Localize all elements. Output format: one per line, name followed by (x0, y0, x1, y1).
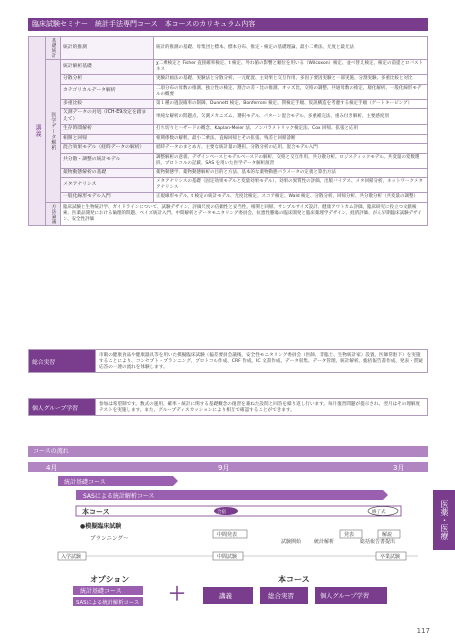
table-row (29, 109, 428, 125)
table-row (29, 37, 428, 60)
sas-course-label: SASによる統計解析コース (83, 493, 155, 500)
option-title: オプション (90, 575, 130, 584)
row-desc: 薬物動態学、薬物動態解析の目的と方法、基本的な薬物動態パラメータの定義と算出方法 (154, 168, 428, 177)
row-desc: 相関係数の解釈、最小二乗法、直線回帰とその拡張、残差と回帰診断 (154, 134, 428, 143)
main-title: 本コース (278, 575, 310, 584)
table-row (29, 153, 428, 168)
finish-label: 修了式 (372, 510, 386, 515)
entrance-label: 入学試験 (61, 554, 82, 560)
table-row (29, 84, 428, 99)
row-name: 統計解析基礎 (61, 60, 154, 75)
row-desc: 単純な解析の問題点、欠測メカニズム、選択モデル、パターン混合モデル、多重補完法、重み付き解析、主要感度別 (154, 109, 428, 125)
grad-exam-label: 卒業試験 (380, 554, 401, 560)
mock-trial-label: ●模擬臨床試験 (80, 523, 122, 530)
row-desc: 二項分布の母数の推測、独立性の検定、割合の差・比の推測、オッズ比、交絡の調整、共通母数の推定、層化解析、一般化線形モデルの概要 (154, 84, 428, 99)
plus-sign: ＋ (168, 584, 186, 605)
row-name: 統計的推測 (61, 37, 154, 60)
row-name: 混合効果モデル（経時データの解析） (61, 144, 154, 153)
month-sep: 9月 (218, 464, 230, 472)
present-label: 発表 (344, 532, 355, 538)
row-name: カテゴリカルデータ解析 (61, 84, 154, 99)
row-name: 相関と回帰 (61, 134, 154, 143)
page-number: 117 (416, 627, 430, 635)
trial-start-label: 試験開始 (281, 539, 302, 545)
mid-exam-label: 中間試験 (217, 554, 238, 560)
main-course-bar (76, 506, 401, 516)
category-medical: 医学データ解析 (46, 60, 61, 203)
table-row (29, 99, 428, 108)
row-desc: χ二乗検定と Fisher 直接確率検定、t 検定、外れ値の影響と順位を用いる（Wilcoxon）検定、並べ替え検定、検定の前提とロバストネス (154, 60, 428, 75)
group-label: 個人グループ学習 (29, 399, 96, 416)
practice-label: 総合実習 (29, 350, 96, 373)
row-name: 生存時間解析 (61, 125, 154, 134)
row-desc: 調整解析の意義、デザインベースとモデルベースドの解析、交絡と交互作用、共分散分析、ロジスティックモデル、共変量の変数選択、プロトコルの記載、SAS を用いた医学データ解析演習 (154, 153, 428, 168)
row-desc: 実験計画法の基礎、実験法と分散分析、一元配置、主効果と交互作用、多因子要因実験と一部実施、分割実験、多重比較と対比 (154, 75, 428, 84)
month-apr: 4月 (46, 464, 58, 472)
row-desc: 第１種の過誤確率の制御、Dunnett 検定、Bonferroni 検定、閉検定手順、仮説構造を考慮する検定手順（ゲートキーピング） (154, 99, 428, 108)
option-item-sas: SASによる統計解析コース (76, 600, 140, 606)
row-desc: 打ち切りとハザードの概念、Kaplan-Meier 法、ノンパラメトリック検定法、Cox 回帰、拡張と応用 (154, 125, 428, 134)
flow-section-title: コースの流れ (28, 446, 428, 457)
table-row (29, 178, 428, 193)
month-mar: 3月 (393, 464, 405, 472)
camp-label: 合宿 (217, 510, 226, 515)
planning-label: プランニング〜 (90, 536, 129, 542)
main-item-group: 個人グループ学習 (320, 593, 370, 600)
option-item-basic: 統計基礎コース (80, 588, 122, 595)
table-row (29, 193, 428, 202)
table-row (29, 202, 428, 225)
table-row (29, 168, 428, 177)
table-row (29, 125, 428, 134)
side-tab: 医薬・医療 (433, 490, 455, 550)
table-row (29, 134, 428, 143)
lecture-label: 講義 (29, 37, 46, 226)
row-desc: 統計的推測の基礎、母集団と標本、標本分布、推定・検定の基礎理論、最小二乗法、尤度と最尤法 (154, 37, 428, 60)
row-name: メタアナリシス (61, 178, 154, 193)
row-name: 分散分析 (61, 75, 154, 84)
main-item-practice: 総合実習 (268, 592, 294, 600)
curriculum-table (28, 36, 428, 226)
row-name: 多重比較 (61, 99, 154, 108)
main-course-label: 本コース (82, 508, 110, 516)
practice-section (28, 349, 428, 373)
mid-present-label: 中間発表 (217, 532, 238, 538)
page-title: 臨床試験セミナー 統計手法専門コース 本コースのカリキュラム内容 (28, 18, 428, 31)
row-name: 一般化線形モデル入門 (61, 193, 154, 202)
basic-course-label: 統計基礎コース (64, 479, 106, 486)
row-desc: 経時データのまとめ方、主要な統計量の選択、分散分析の応用、混合モデル入門 (154, 144, 428, 153)
row-desc: 臨床試験と生物統計学、ガイドラインについて、試験デザイン、評価尺度の信頼性と妥当性、相関と回帰、サンプルサイズ設計、健康アウトカム評価、臨床研究に役立つ文献検索、医薬品開発における倫理的問題、ベイズ統計入門、中間解析とデータモニタリング委員会、抗悪性腫瘍の臨床開発と臨床薬理学デザイン、経済評価、がん早期臨床試験デザイン、安全性評価 (61, 202, 428, 225)
group-desc: 参加は希望制です。数式の運用、確率・統計に関する基礎概念の復習を兼ねた設問と回答を繰り返し行います。毎月復習問題が提示され、翌月はその理解度テストを実施します。また、グループディスカッションにより相互で確認することができます。 (96, 399, 428, 416)
row-name: 共分散・調整の統計モデル (61, 153, 154, 168)
row-desc: メタアナリシスの基礎（固定効果モデルと変量効果モデル）、効果の異質性の評価、出版バイアス、メタ回帰分析、ネットワークメタアナリシス (154, 178, 428, 193)
category-basic: 基礎統計 (46, 37, 61, 60)
table-row (29, 144, 428, 153)
row-name: 薬物動態解析の基礎 (61, 168, 154, 177)
group-section (28, 398, 428, 416)
row-desc: 正規線形モデル、t 検定の統計モデル、尤度比検定、スコア検定、Wald 検定、分散分析、回帰分析、共分散分析（共変量の調整） (154, 193, 428, 202)
main-item-lecture: 講義 (219, 592, 232, 600)
row-name: 欠測データの対処（ICH-E9改定を踏まえて） (61, 109, 154, 125)
practice-desc: 市販の健康食品や健康器具等を用いた模擬臨床試験（偏差要員会議後、安全性モニタリング委員会（医師、非臨士、生物統計家）設置、医師常駐下）を実施することにより、コンセプト・プランニング、プロトコル作成、CRF 作成、IC 文書作成、データ収集、データ管理、統計解析、総括報告書作成、発表・質疑応答の一連の流れを体験します。 (96, 350, 428, 373)
course-flow-diagram (28, 460, 428, 640)
final-report-label: 総括報告書提出 (360, 539, 396, 545)
stats-label: 統計解析 (314, 539, 335, 545)
category-method: 方法論議 (46, 202, 61, 225)
explain-label: 解説 (382, 532, 393, 538)
table-row (29, 60, 428, 75)
table-row (29, 75, 428, 84)
